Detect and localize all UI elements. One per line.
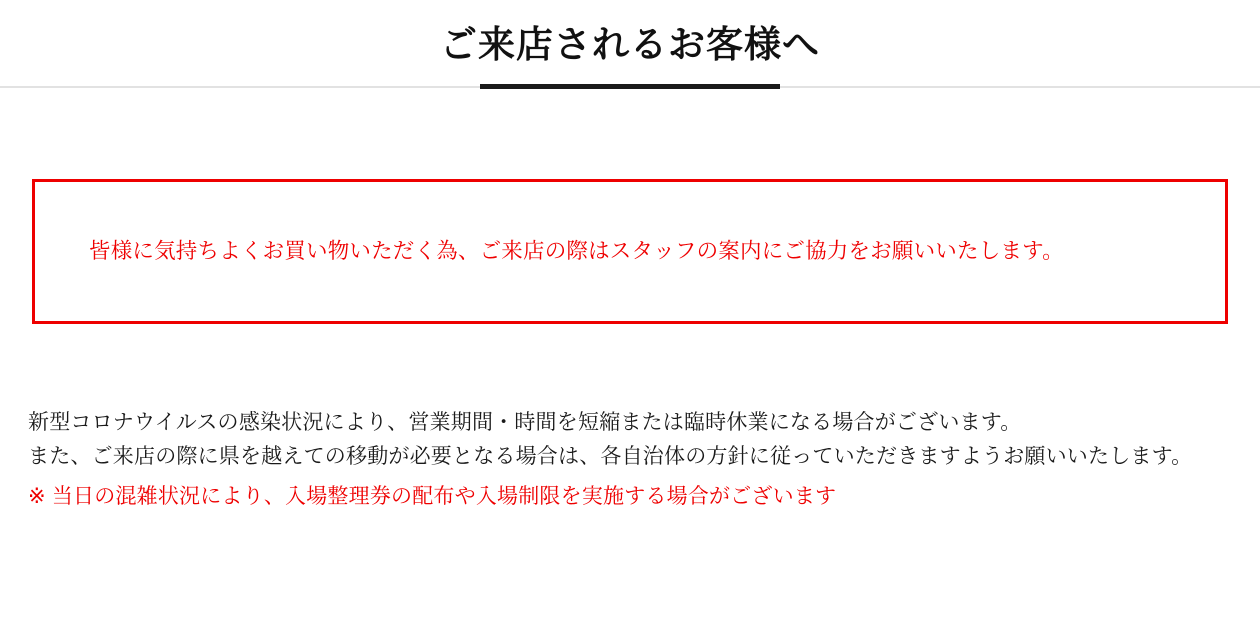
body-copy: [28, 406, 1232, 514]
body-note: ※ 当日の混雑状況により、入場整理券の配布や入場制限を実施する場合がございます: [28, 485, 837, 509]
notice-box: [32, 179, 1228, 324]
page-title: ご来店されるお客様へ: [440, 24, 820, 65]
body-paragraph-2: また、ご来店の際に県を越えての移動が必要となる場合は、各自治体の方針に従っていただきますようお願いいたします。: [28, 445, 1193, 469]
title-underline: [480, 84, 780, 89]
notice-text: 皆様に気持ちよくお買い物いただく為、ご来店の際はスタッフの案内にご協力をお願いいたします。: [89, 239, 1064, 264]
page-header: [0, 0, 1260, 68]
body-paragraph-1: 新型コロナウイルスの感染状況により、営業期間・時間を短縮または臨時休業になる場合がございます。: [28, 411, 1022, 434]
